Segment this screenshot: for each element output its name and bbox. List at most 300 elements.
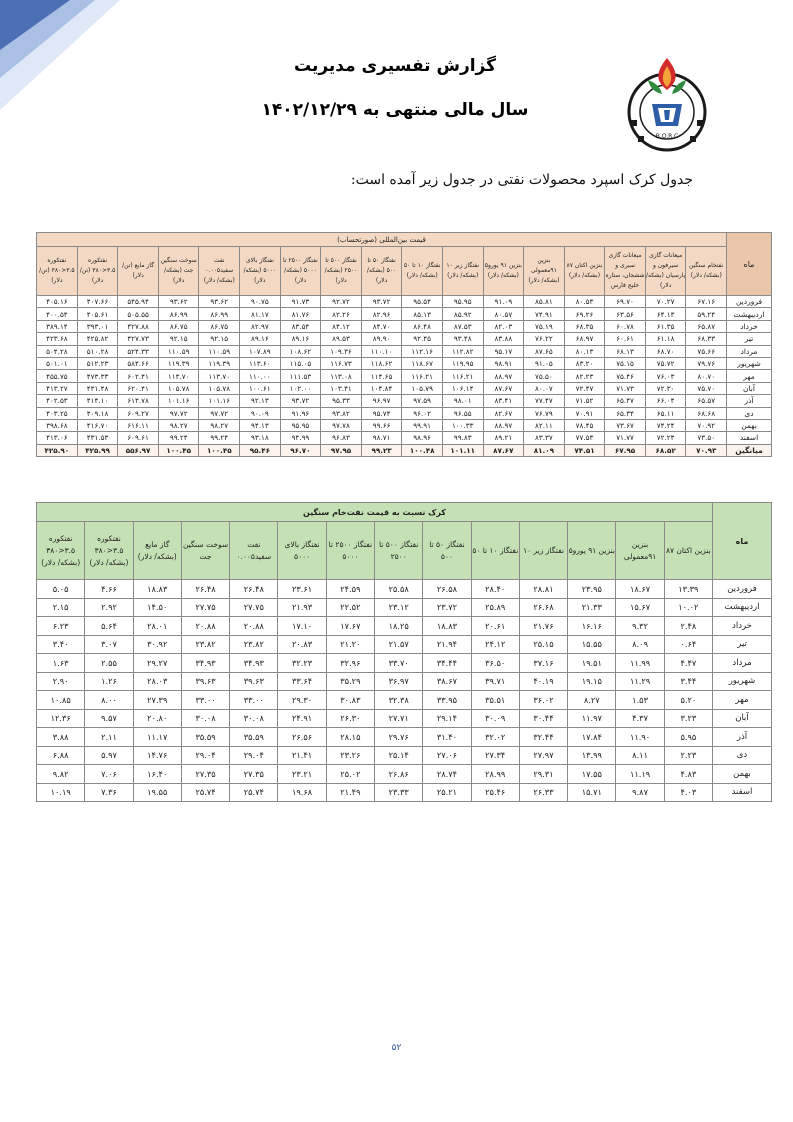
value-cell: ۸۳.۳۷ — [524, 432, 565, 444]
international-prices-table — [36, 232, 772, 457]
value-cell: ۱۱۳.۶۰ — [240, 357, 281, 369]
column-header: نفتگاز بالای ۵۰۰۰ — [278, 522, 326, 580]
value-cell: ۸۰.۷۰ — [686, 370, 727, 382]
value-cell: ۳۱.۴۰ — [423, 728, 471, 747]
month-cell: میانگین — [727, 444, 772, 456]
value-cell: ۳۷.۱۶ — [519, 654, 567, 673]
value-cell: ۲۶.۵۸ — [423, 580, 471, 599]
value-cell: ۲۴.۵۹ — [326, 580, 374, 599]
value-cell: ۶۰۲.۴۱ — [118, 370, 159, 382]
value-cell: ۱۱۳.۰۸ — [321, 370, 362, 382]
month-cell: اسفند — [727, 432, 772, 444]
value-cell: ۴۲۵.۹۹ — [77, 444, 118, 456]
value-cell: ۶۲۰.۴۱ — [118, 382, 159, 394]
value-cell: ۹۷.۹۵ — [321, 444, 362, 456]
value-cell: ۲۱.۵۷ — [375, 635, 423, 654]
value-cell: ۱۷.۱۰ — [278, 617, 326, 636]
value-cell: ۴۰۰.۵۴ — [37, 308, 78, 320]
month-cell: مهر — [727, 370, 772, 382]
value-cell: ۴۱۳.۰۶ — [37, 432, 78, 444]
value-cell: ۹۶.۵۵ — [442, 407, 483, 419]
value-cell: ۲.۹۰ — [37, 672, 85, 691]
value-cell: ۷۲.۳۰ — [645, 382, 686, 394]
value-cell: ۱۰۱.۱۶ — [199, 395, 240, 407]
table-row — [37, 357, 772, 369]
value-cell: ۳۹.۶۳ — [230, 672, 278, 691]
value-cell: ۶۸.۱۳ — [605, 345, 646, 357]
table-row — [37, 444, 772, 456]
table-row — [37, 296, 772, 308]
value-cell: ۹۳.۶۲ — [158, 296, 199, 308]
month-cell: آذر — [713, 728, 772, 747]
value-cell: ۱۶.۴۰ — [133, 765, 181, 784]
value-cell: ۳۵.۵۹ — [181, 728, 229, 747]
value-cell: ۴۲۷.۸۸ — [118, 320, 159, 332]
value-cell: ۸۹.۵۳ — [321, 333, 362, 345]
value-cell: ۹.۵۷ — [85, 709, 133, 728]
value-cell: ۷۰.۲۷ — [645, 296, 686, 308]
value-cell: ۹۹.۶۶ — [361, 419, 402, 431]
value-cell: ۵۱۲.۲۳ — [77, 357, 118, 369]
month-cell: آبان — [727, 382, 772, 394]
value-cell: ۹۷.۵۹ — [402, 395, 443, 407]
value-cell: ۸.۰۰ — [85, 691, 133, 710]
value-cell: ۸۱.۰۹ — [524, 444, 565, 456]
value-cell: ۹۱.۰۵ — [524, 357, 565, 369]
value-cell: ۲.۱۱ — [85, 728, 133, 747]
value-cell: ۸۱.۷۶ — [280, 308, 321, 320]
column-header: نفتکوره ۳.۵<۳۸۰ (تن/ دلار) — [37, 247, 78, 296]
value-cell: ۱۰۰.۶۱ — [240, 382, 281, 394]
table-row — [37, 672, 772, 691]
month-cell: تیر — [727, 333, 772, 345]
value-cell: ۲۳.۲۶ — [326, 746, 374, 765]
value-cell: ۲۷.۳۴ — [471, 746, 519, 765]
value-cell: ۲۶.۵۶ — [278, 728, 326, 747]
value-cell: ۱۷.۶۷ — [326, 617, 374, 636]
value-cell: ۱۸.۸۳ — [423, 617, 471, 636]
value-cell: ۹۰.۷۵ — [240, 296, 281, 308]
value-cell: ۸۶.۷۵ — [199, 320, 240, 332]
column-header: بنزین اکتان ۸۷ — [664, 522, 712, 580]
month-cell: فروردین — [727, 296, 772, 308]
column-header: نفتگاز ۲۵۰۰ تا ۵۰۰۰ — [326, 522, 374, 580]
value-cell: ۱۱۱.۵۳ — [280, 370, 321, 382]
value-cell: ۱۴.۷۶ — [133, 746, 181, 765]
value-cell: ۸۵.۸۱ — [524, 296, 565, 308]
value-cell: ۱۰۱.۱۶ — [158, 395, 199, 407]
value-cell: ۵۰۱.۰۱ — [37, 357, 78, 369]
value-cell: ۲۷.۹۷ — [519, 746, 567, 765]
value-cell: ۷۵.۱۵ — [605, 357, 646, 369]
month-cell: مهر — [713, 691, 772, 710]
value-cell: ۹۶.۷۰ — [280, 444, 321, 456]
value-cell: ۹۱.۷۳ — [280, 296, 321, 308]
value-cell: ۲۵.۱۴ — [375, 746, 423, 765]
value-cell: ۳۹۳.۰۱ — [77, 320, 118, 332]
value-cell: ۱۰.۱۹ — [37, 783, 85, 802]
value-cell: ۷۲.۲۴ — [645, 432, 686, 444]
value-cell: ۳۲.۳۸ — [375, 691, 423, 710]
value-cell: ۱۱۸.۶۲ — [361, 357, 402, 369]
value-cell: ۱۱۹.۳۹ — [199, 357, 240, 369]
value-cell: ۳۶.۰۲ — [519, 691, 567, 710]
column-header: نفتگاز ۵۰۰ تا ۲۵۰۰ (بشکه/ دلار) — [321, 247, 362, 296]
column-header: نفت سفید۰.۰۰۵ — [230, 522, 278, 580]
value-cell: ۱۲.۳۶ — [37, 709, 85, 728]
month-cell: دی — [713, 746, 772, 765]
value-cell: ۱۶.۱۶ — [568, 617, 616, 636]
value-cell: ۳۲.۲۳ — [278, 654, 326, 673]
column-header: نفتکوره ۳.۵<۳۸۰ (بشکه/ دلار) — [85, 522, 133, 580]
value-cell: ۶۸.۵۲ — [645, 444, 686, 456]
value-cell: ۱۱۶.۲۱ — [442, 370, 483, 382]
value-cell: ۸۶.۴۸ — [402, 320, 443, 332]
value-cell: ۴۰۷.۶۶ — [77, 296, 118, 308]
value-cell: ۵۸۴.۶۶ — [118, 357, 159, 369]
value-cell: ۱۰۵.۷۸ — [158, 382, 199, 394]
value-cell: ۷۶.۰۳ — [645, 370, 686, 382]
value-cell: ۹۴.۹۹ — [280, 432, 321, 444]
value-cell: ۳۲.۴۴ — [519, 728, 567, 747]
value-cell: ۴۱۴.۱۰ — [77, 395, 118, 407]
value-cell: ۸۲.۲۶ — [321, 308, 362, 320]
value-cell: ۴.۰۳ — [664, 783, 712, 802]
table-row — [37, 308, 772, 320]
value-cell: ۲۱.۴۱ — [278, 746, 326, 765]
value-cell: ۴۲۵.۹۰ — [37, 444, 78, 456]
value-cell: ۹.۳۲ — [616, 617, 664, 636]
column-header: نفتگاز بالای ۵۰۰۰ (بشکه/ دلار) — [240, 247, 281, 296]
value-cell: ۶۸.۷۰ — [645, 345, 686, 357]
corner-decoration — [0, 0, 120, 110]
value-cell: ۲۳.۸۲ — [181, 635, 229, 654]
value-cell: ۲۳.۳۳ — [375, 783, 423, 802]
value-cell: ۷.۳۶ — [85, 783, 133, 802]
value-cell: ۳۲.۹۶ — [326, 654, 374, 673]
value-cell: ۱۱۰.۱۰ — [361, 345, 402, 357]
value-cell: ۱۱۹.۳۹ — [158, 357, 199, 369]
value-cell: ۳۰.۹۲ — [133, 635, 181, 654]
value-cell: ۴۰۳.۲۵ — [37, 407, 78, 419]
value-cell: ۳۰.۴۴ — [519, 709, 567, 728]
value-cell: ۸۱.۱۷ — [240, 308, 281, 320]
value-cell: ۴۱۳.۲۷ — [37, 382, 78, 394]
value-cell: ۸۵.۹۲ — [442, 308, 483, 320]
value-cell: ۷۰.۹۳ — [686, 444, 727, 456]
value-cell: ۲۳.۲۱ — [278, 765, 326, 784]
value-cell: ۱۰۴.۸۴ — [361, 382, 402, 394]
value-cell: ۲۹.۳۰ — [278, 691, 326, 710]
value-cell: ۷۴.۹۱ — [524, 308, 565, 320]
column-header: نفتگاز زیر ۱۰ (بشکه/ دلار) — [442, 247, 483, 296]
value-cell: ۳۶.۹۷ — [375, 672, 423, 691]
value-cell: ۳۰.۰۸ — [181, 709, 229, 728]
table-row — [37, 598, 772, 617]
value-cell: ۹.۸۷ — [616, 783, 664, 802]
value-cell: ۶۹.۷۰ — [605, 296, 646, 308]
value-cell: ۹۶.۹۷ — [361, 395, 402, 407]
value-cell: ۲۰.۸۰ — [133, 709, 181, 728]
value-cell: ۲۴.۱۲ — [471, 635, 519, 654]
month-cell: دی — [727, 407, 772, 419]
value-cell: ۳۹.۷۱ — [471, 672, 519, 691]
value-cell: ۲۸.۷۴ — [423, 765, 471, 784]
value-cell: ۶۵.۳۴ — [605, 407, 646, 419]
table-row — [37, 407, 772, 419]
value-cell: ۸۸.۹۷ — [483, 419, 524, 431]
value-cell: ۴.۳۷ — [616, 709, 664, 728]
value-cell: ۲۱.۹۴ — [423, 635, 471, 654]
value-cell: ۱۰۶.۱۴ — [442, 382, 483, 394]
value-cell: ۲۷.۰۶ — [423, 746, 471, 765]
month-header: ماه — [727, 233, 772, 296]
month-cell: آبان — [713, 709, 772, 728]
column-header: بنزین ۹۱ یورو۵ (بشکه/ دلار) — [483, 247, 524, 296]
value-cell: ۷۵.۱۹ — [524, 320, 565, 332]
column-header: نفتگاز ۵۰۰ تا ۲۵۰۰ — [375, 522, 423, 580]
month-cell: شهریور — [713, 672, 772, 691]
value-cell: ۳۶.۵۰ — [471, 654, 519, 673]
value-cell: ۵.۹۷ — [85, 746, 133, 765]
value-cell: ۲۷.۷۱ — [375, 709, 423, 728]
value-cell: ۵۵۶.۹۷ — [118, 444, 159, 456]
value-cell: ۱۳.۹۹ — [568, 746, 616, 765]
value-cell: ۱۵.۵۵ — [568, 635, 616, 654]
value-cell: ۷۱.۷۷ — [605, 432, 646, 444]
value-cell: ۳۵.۵۱ — [471, 691, 519, 710]
value-cell: ۳۵.۵۹ — [230, 728, 278, 747]
value-cell: ۲۶.۴۸ — [181, 580, 229, 599]
value-cell: ۸۲.۹۶ — [361, 308, 402, 320]
value-cell: ۲۵.۲۱ — [423, 783, 471, 802]
value-cell: ۵۹.۲۴ — [686, 308, 727, 320]
value-cell: ۲۷.۳۵ — [230, 765, 278, 784]
value-cell: ۵۴۵.۹۴ — [118, 296, 159, 308]
intro-text: جدول کرک اسپرد محصولات نفتی در جدول زیر آمده است: — [350, 172, 693, 188]
value-cell: ۴۰۲.۵۳ — [37, 395, 78, 407]
value-cell: ۸۷.۶۵ — [524, 345, 565, 357]
value-cell: ۲۸.۰۱ — [133, 617, 181, 636]
value-cell: ۵۱۰.۲۸ — [77, 345, 118, 357]
value-cell: ۹۳.۷۲ — [280, 395, 321, 407]
value-cell: ۸۹.۹۰ — [361, 333, 402, 345]
value-cell: ۲۸.۸۱ — [519, 580, 567, 599]
table-row — [37, 654, 772, 673]
value-cell: ۶۸.۹۷ — [564, 333, 605, 345]
value-cell: ۱۰.۰۲ — [664, 598, 712, 617]
value-cell: ۲.۴۸ — [664, 617, 712, 636]
value-cell: ۲۵.۷۴ — [181, 783, 229, 802]
value-cell: ۱۰۰.۴۸ — [402, 444, 443, 456]
value-cell: ۹۹.۸۳ — [442, 432, 483, 444]
table-row — [37, 709, 772, 728]
value-cell: ۳۹.۶۳ — [181, 672, 229, 691]
value-cell: ۸۳.۵۴ — [280, 320, 321, 332]
value-cell: ۹۸.۹۶ — [402, 432, 443, 444]
value-cell: ۶۵.۵۷ — [686, 395, 727, 407]
value-cell: ۵.۶۴ — [85, 617, 133, 636]
value-cell: ۲۵.۵۸ — [375, 580, 423, 599]
value-cell: ۱.۲۶ — [85, 672, 133, 691]
table-row — [37, 382, 772, 394]
value-cell: ۱۹.۵۵ — [133, 783, 181, 802]
table-row — [37, 320, 772, 332]
logo-abbr: B.O.R.C — [655, 133, 679, 140]
value-cell: ۸۶.۷۵ — [158, 320, 199, 332]
value-cell: ۱۱۶.۷۳ — [321, 357, 362, 369]
value-cell: ۶۸.۳۵ — [564, 320, 605, 332]
value-cell: ۱۱.۹۹ — [616, 654, 664, 673]
value-cell: ۴۵۵.۷۵ — [37, 370, 78, 382]
value-cell: ۲۵.۸۹ — [471, 598, 519, 617]
value-cell: ۲۹.۲۷ — [133, 654, 181, 673]
value-cell: ۵۲۴.۳۳ — [118, 345, 159, 357]
value-cell: ۶۱۴.۷۸ — [118, 395, 159, 407]
value-cell: ۹۸.۷۱ — [361, 432, 402, 444]
value-cell: ۳۰.۰۸ — [230, 709, 278, 728]
value-cell: ۳۸.۶۷ — [423, 672, 471, 691]
value-cell: ۲۲.۵۲ — [326, 598, 374, 617]
column-header: نفتگاز ۱۰ تا ۵۰ (بشکه/ دلار) — [402, 247, 443, 296]
value-cell: ۹۸.۰۱ — [442, 395, 483, 407]
value-cell: ۱۱۰.۰۰ — [240, 370, 281, 382]
value-cell: ۸۷.۵۳ — [442, 320, 483, 332]
value-cell: ۵.۰۵ — [37, 580, 85, 599]
value-cell: ۲۳.۷۲ — [423, 598, 471, 617]
month-cell: مرداد — [727, 345, 772, 357]
value-cell: ۹۹.۹۱ — [402, 419, 443, 431]
value-cell: ۳۳.۰۰ — [181, 691, 229, 710]
value-cell: ۸۴.۷۰ — [361, 320, 402, 332]
column-header: سوخت سنگین جت (بشکه/ دلار) — [158, 247, 199, 296]
value-cell: ۸۲.۶۷ — [483, 407, 524, 419]
value-cell: ۸۲.۹۷ — [240, 320, 281, 332]
value-cell: ۲۱.۳۳ — [568, 598, 616, 617]
value-cell: ۹۹.۲۴ — [158, 432, 199, 444]
value-cell: ۸۳.۲۰ — [564, 357, 605, 369]
value-cell: ۸.۲۷ — [568, 691, 616, 710]
value-cell: ۹۵.۴۶ — [240, 444, 281, 456]
value-cell: ۹۶.۰۲ — [402, 407, 443, 419]
value-cell: ۸۰.۰۷ — [524, 382, 565, 394]
value-cell: ۹۰.۰۹ — [240, 407, 281, 419]
month-cell: تیر — [713, 635, 772, 654]
month-cell: فروردین — [713, 580, 772, 599]
value-cell: ۱۱۰.۵۹ — [199, 345, 240, 357]
value-cell: ۶۰.۶۱ — [605, 333, 646, 345]
table-row — [37, 728, 772, 747]
table1-caption: قیمت بین‌المللی (صورتحساب) — [37, 233, 727, 247]
value-cell: ۷۶.۲۲ — [524, 333, 565, 345]
value-cell: ۹۲.۱۳ — [240, 395, 281, 407]
table-row — [37, 333, 772, 345]
value-cell: ۵.۹۵ — [664, 728, 712, 747]
value-cell: ۷۶.۷۹ — [524, 407, 565, 419]
value-cell: ۱۱۶.۲۱ — [402, 370, 443, 382]
value-cell: ۴۲۳.۶۸ — [37, 333, 78, 345]
value-cell: ۶۷.۹۵ — [605, 444, 646, 456]
value-cell: ۸۶.۹۹ — [199, 308, 240, 320]
value-cell: ۷۵.۷۲ — [645, 357, 686, 369]
value-cell: ۱۱.۹۰ — [616, 728, 664, 747]
month-cell: اردیبهشت — [713, 598, 772, 617]
value-cell: ۲۷.۳۵ — [181, 765, 229, 784]
value-cell: ۳۰.۸۳ — [326, 691, 374, 710]
value-cell: ۲۵.۴۶ — [471, 783, 519, 802]
value-cell: ۱۸.۶۷ — [616, 580, 664, 599]
value-cell: ۲۱.۷۶ — [519, 617, 567, 636]
value-cell: ۴۰۵.۶۱ — [77, 308, 118, 320]
value-cell: ۱.۶۳ — [37, 654, 85, 673]
value-cell: ۰.۶۴ — [664, 635, 712, 654]
value-cell: ۱۸.۸۳ — [133, 580, 181, 599]
value-cell: ۶۰۹.۲۷ — [118, 407, 159, 419]
value-cell: ۶۵.۱۱ — [645, 407, 686, 419]
value-cell: ۴۰۹.۱۸ — [77, 407, 118, 419]
month-header: ماه — [713, 503, 772, 580]
value-cell: ۲۷.۳۹ — [133, 691, 181, 710]
month-cell: خرداد — [727, 320, 772, 332]
table-row — [37, 395, 772, 407]
month-cell: بهمن — [713, 765, 772, 784]
value-cell: ۳۰.۰۹ — [471, 709, 519, 728]
value-cell: ۹۲.۱۵ — [199, 333, 240, 345]
table-row — [37, 783, 772, 802]
value-cell: ۱۹.۶۸ — [278, 783, 326, 802]
month-cell: بهمن — [727, 419, 772, 431]
value-cell: ۶۱.۱۸ — [645, 333, 686, 345]
value-cell: ۹۳.۷۲ — [361, 296, 402, 308]
value-cell: ۱۷.۵۵ — [568, 765, 616, 784]
value-cell: ۸۶.۹۹ — [158, 308, 199, 320]
table-row — [37, 635, 772, 654]
value-cell: ۱۰۵.۷۸ — [199, 382, 240, 394]
column-header: میعانات گازی سیرفون و پارسیان (بشکه/ دلار) — [645, 247, 686, 296]
value-cell: ۲۱.۹۳ — [278, 598, 326, 617]
value-cell: ۲۵.۰۲ — [326, 765, 374, 784]
value-cell: ۳.۰۷ — [85, 635, 133, 654]
value-cell: ۲۱.۴۹ — [326, 783, 374, 802]
value-cell: ۲۹.۳۱ — [519, 765, 567, 784]
column-header: نفت سفید۰.۰۰۵ (بشکه/ دلار) — [199, 247, 240, 296]
value-cell: ۲۶.۳۰ — [326, 709, 374, 728]
value-cell: ۸.۱۱ — [616, 746, 664, 765]
column-header: نفتگاز ۲۵۰۰ تا ۵۰۰۰ (بشکه/ دلار) — [280, 247, 321, 296]
value-cell: ۷۷.۴۷ — [524, 395, 565, 407]
table-row — [37, 746, 772, 765]
value-cell: ۱۵.۷۱ — [568, 783, 616, 802]
month-cell: خرداد — [713, 617, 772, 636]
value-cell: ۳۳.۹۵ — [423, 691, 471, 710]
value-cell: ۳.۴۰ — [37, 635, 85, 654]
value-cell: ۳۲.۰۲ — [471, 728, 519, 747]
value-cell: ۱۹.۵۱ — [568, 654, 616, 673]
value-cell: ۳۳.۶۴ — [278, 672, 326, 691]
column-header: بنزین ۹۱معمولی — [616, 522, 664, 580]
value-cell: ۹۳.۸۲ — [321, 407, 362, 419]
value-cell: ۱۵.۶۷ — [616, 598, 664, 617]
value-cell: ۹۳.۴۸ — [442, 333, 483, 345]
value-cell: ۲۹.۰۴ — [181, 746, 229, 765]
column-header: بنزین ۹۱ یورو۵ — [568, 522, 616, 580]
value-cell: ۲۸.۰۳ — [133, 672, 181, 691]
value-cell: ۷۲.۴۷ — [564, 382, 605, 394]
value-cell: ۸۲.۰۳ — [483, 320, 524, 332]
value-cell: ۱۰۸.۶۲ — [280, 345, 321, 357]
value-cell: ۲.۱۵ — [37, 598, 85, 617]
column-header: گاز مایع (تن/ دلار) — [118, 247, 159, 296]
